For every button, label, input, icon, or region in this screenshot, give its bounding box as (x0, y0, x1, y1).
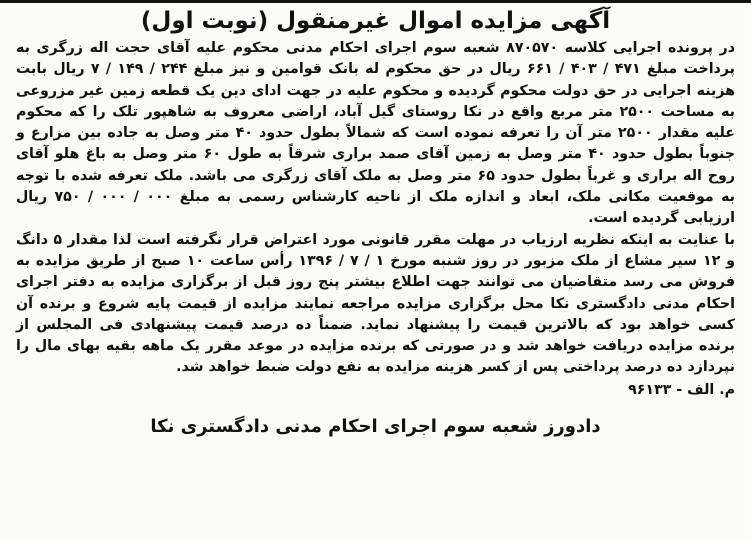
notice-title: آگهی مزایده اموال غیرمنقول (نوبت اول) (140, 8, 611, 34)
notice-paragraph-2: با عنایت به اینکه نظریه ارزیاب در مهلت مقرر قانونی مورد اعتراض قرار نگرفته است لذا مقدار ۵ دانگ و ۱۲ سیر مشاع از ملک مزبور در روز شنبه مورخ ۱ / ۷ / ۱۳۹۶ رأس ساعت ۱۰ صبح از طریق مزایده به فروش می رسد متقاضیان می توانند جهت اطلاع بیشتر پنج روز قبل از برگزاری مزایده به دفتر اجرای احکام مدنی دادگستری نکا محل برگزاری مزایده مراجعه نمایند مزایده از قیمت پایه شروع و برنده آن کسی خواهد بود که بالاترین قیمت را پیشنهاد نماید. ضمناً ده درصد قیمت پیشنهادی فی المجلس از برنده مزایده دریافت خواهد شد و در صورتی که برنده مزایده در موعد مقرر یک ماهه بقیه بهای مال را نپردازد ده درصد پرداختی پس از کسر هزینه مزایده به نفع دولت ضبط خواهد شد. (16, 231, 736, 376)
auction-notice (16, 4, 735, 442)
top-rule (0, 0, 751, 3)
notice-paragraph-1: در پرونده اجرایی کلاسه ۸۷۰۵۷۰ شعبه سوم اجرای احکام مدنی محکوم علیه آقای حجت اله زرگری به پرداخت مبلغ ۴۷۱ / ۴۰۳ / ۶۶۱ ریال در حق محکوم له بانک قوامین و نیز مبلغ ۲۴۴ / ۱۴۹ / ۷ ریال بابت هزینه اجرایی در حق دولت محکوم گردیده و محکوم علیه در جهت ادای دین یک قطعه زمین غیر مزروعی به مساحت ۲۵۰۰ متر مربع واقع در نکا روستای گیل آباد، اراضی معروف به شاهپور تلک را که محکوم علیه مقدار ۲۵۰۰ متر آن را تعرفه نموده است که شمالاً بطول حدود ۴۰ متر وصل به جاده بین مزارع و جنوباً بطول حدود ۴۰ متر وصل به زمین آقای صمد براری شرقاً به طول ۶۰ متر وصل به باغ هلو آقای روح اله براری و غرباً بطول حدود ۶۵ متر وصل به ملک آقای زرگری می باشد. ملک تعرفه شده با توجه به موقعیت مکانی ملک، ابعاد و اندازه ملک از ناحیه کارشناس رسمی به مبلغ ۰۰۰ / ۰۰۰ / ۷۵۰ ریال ارزیابی گردیده است. (16, 40, 736, 227)
issuer-signature: دادورز شعبه سوم اجرای احکام مدنی دادگستری نکا (150, 415, 601, 437)
notice-body (16, 38, 735, 379)
reference-number: م. الف - ۹۶۱۳۳ (628, 381, 735, 398)
